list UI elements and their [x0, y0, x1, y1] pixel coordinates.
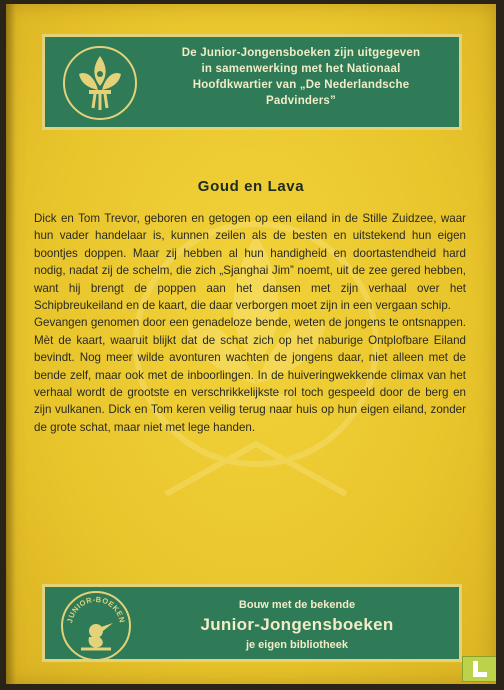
emblem-arc-text: JUNIOR-BOEKEN — [65, 594, 127, 624]
library-sticker-icon — [462, 656, 496, 682]
junior-boeken-pelican-icon — [61, 591, 131, 661]
notice-line-3: Hoofdkwartier van „De Nederlandsche — [192, 79, 410, 91]
series-ad-text — [137, 597, 457, 653]
book-title: Goud en Lava — [197, 178, 305, 195]
book-blurb — [34, 210, 466, 436]
spine-shadow — [6, 4, 16, 684]
scout-fleur-de-lis-icon — [63, 46, 137, 120]
blurb-paragraph-1: Dick en Tom Trevor, geboren en getogen op een eiland in de Stille Zuidzee, waar hun vader handelaar is, kunnen zeilen als de besten en uitstekend hun eigen boontjes doppen. Maar zij hebben al hun handigheid en doortastendheid hard nodig, nadat zij de schelm, die zich „Sjanghai Jim” noemt, uit de zee gered hebben, want hij brengt de poppen aan het dansen met zijn verhaal over het Schipbreukeiland en de kaart, die daar verborgen moet zijn in een vergaan schip. — [34, 212, 466, 313]
notice-line-1: De Junior-Jongensboeken zijn uitgegeven — [181, 47, 421, 59]
publisher-notice-text — [145, 45, 457, 109]
svg-text:JUNIOR-BOEKEN — [65, 595, 127, 624]
blurb-paragraph-2: Gevangen genomen door een genadeloze bende, weten de jongens te ontsnappen. Mèt de kaart, waaruit blijkt dat de schat zich op het naburige Ontplofbare Eiland bevindt. Nog meer wilde avonturen wachten de jongens daar, niet alleen met de bende zelf, maar ook met de inboorlingen. In de huiveringwekkende climax van het verhaal wordt de grootste en verschrikkelijkste rol toch gespeeld door de berg en zijn vulkanen. Dick en Tom keren veilig terug naar huis op hun eigen eiland, zonder de grote schat, maar niet met lege handen. — [34, 316, 466, 434]
notice-line-4: Padvinders” — [266, 95, 336, 107]
ad-line-1: Bouw met de bekende — [238, 599, 356, 611]
notice-line-2: in samenwerking met het Nationaal — [201, 63, 401, 75]
series-name: Junior-Jongensboeken — [200, 615, 394, 634]
ad-line-3: je eigen bibliotheek — [245, 639, 349, 651]
series-ad-panel — [42, 584, 462, 662]
book-back-cover — [6, 4, 496, 684]
publisher-notice-panel — [42, 34, 462, 130]
